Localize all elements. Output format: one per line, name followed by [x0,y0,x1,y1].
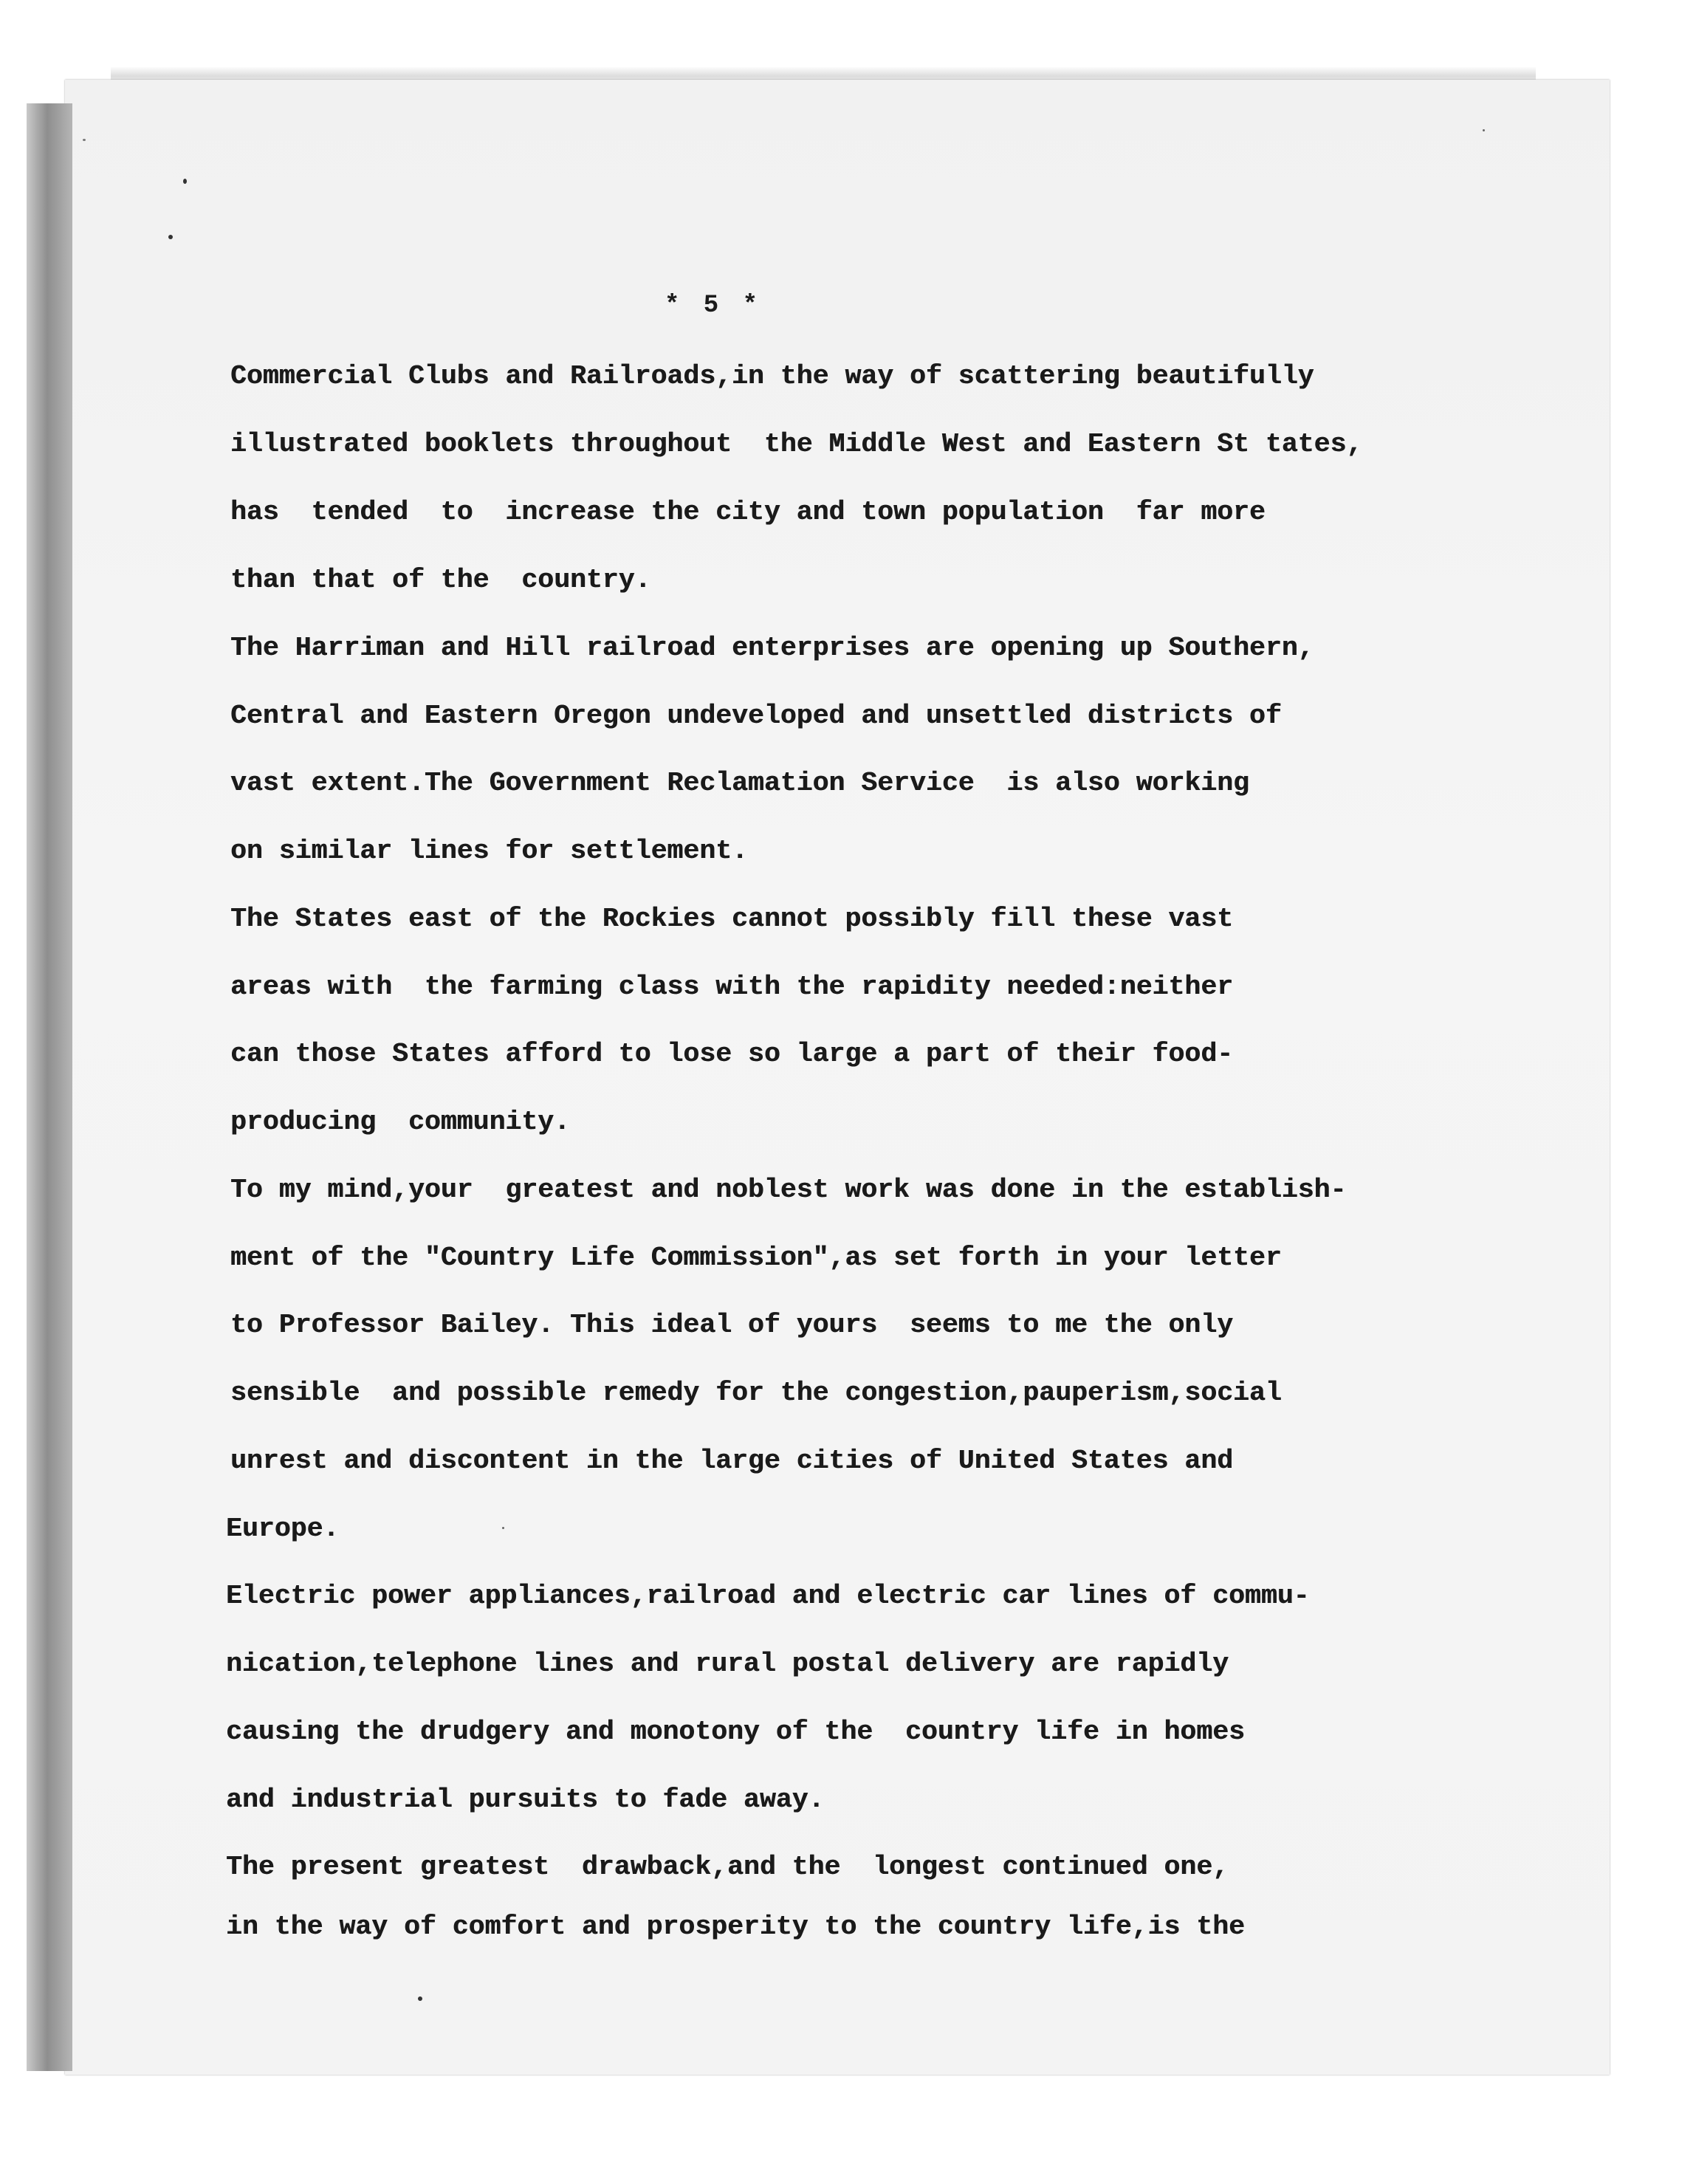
text-line: areas with the farming class with the rapidity needed:neither [230,972,1234,1002]
dust-speck [168,235,173,239]
text-line: Electric power appliances,railroad and electric car lines of commu- [226,1581,1310,1611]
text-line: vast extent.The Government Reclamation Service is also working [230,768,1249,798]
dust-speck [502,1527,504,1529]
text-line: ment of the "Country Life Commission",as set forth in your letter [230,1243,1282,1273]
text-line: to Professor Bailey. This ideal of yours seems to me the only [230,1310,1234,1340]
dust-speck [418,1996,422,2001]
paper-left-edge-shadow [27,103,72,2071]
text-line: on similar lines for settlement. [230,836,748,866]
text-line: Commercial Clubs and Railroads,in the way of scattering beautifully [230,361,1314,391]
text-line: To my mind,your greatest and noblest work was done in the establish- [230,1175,1347,1205]
text-line: can those States afford to lose so large a part of their food- [230,1039,1234,1069]
text-line: producing community. [230,1107,570,1137]
text-line: Europe. [226,1514,340,1544]
text-line: nication,telephone lines and rural postal delivery are rapidly [226,1649,1229,1679]
text-line: Central and Eastern Oregon undeveloped and unsettled districts of [230,701,1282,731]
dust-speck [183,179,187,184]
text-line: The States east of the Rockies cannot possibly fill these vast [230,904,1234,934]
text-line: than that of the country. [230,565,651,595]
text-line: causing the drudgery and monotony of the country life in homes [226,1717,1245,1747]
text-line: and industrial pursuits to fade away. [226,1785,825,1815]
dust-speck [83,139,86,141]
page-number: * 5 * [665,292,763,320]
text-line: The Harriman and Hill railroad enterprises are opening up Southern, [230,633,1314,663]
text-line: sensible and possible remedy for the congestion,pauperism,social [230,1378,1282,1408]
text-line: has tended to increase the city and town population far more [230,497,1266,527]
text-line: unrest and discontent in the large cities of United States and [230,1446,1234,1476]
text-line: in the way of comfort and prosperity to the country life,is the [226,1912,1245,1942]
text-line: illustrated booklets throughout the Middle West and Eastern St tates, [230,429,1363,459]
text-line: The present greatest drawback,and the longest continued one, [226,1852,1229,1882]
dust-speck [1483,129,1485,131]
